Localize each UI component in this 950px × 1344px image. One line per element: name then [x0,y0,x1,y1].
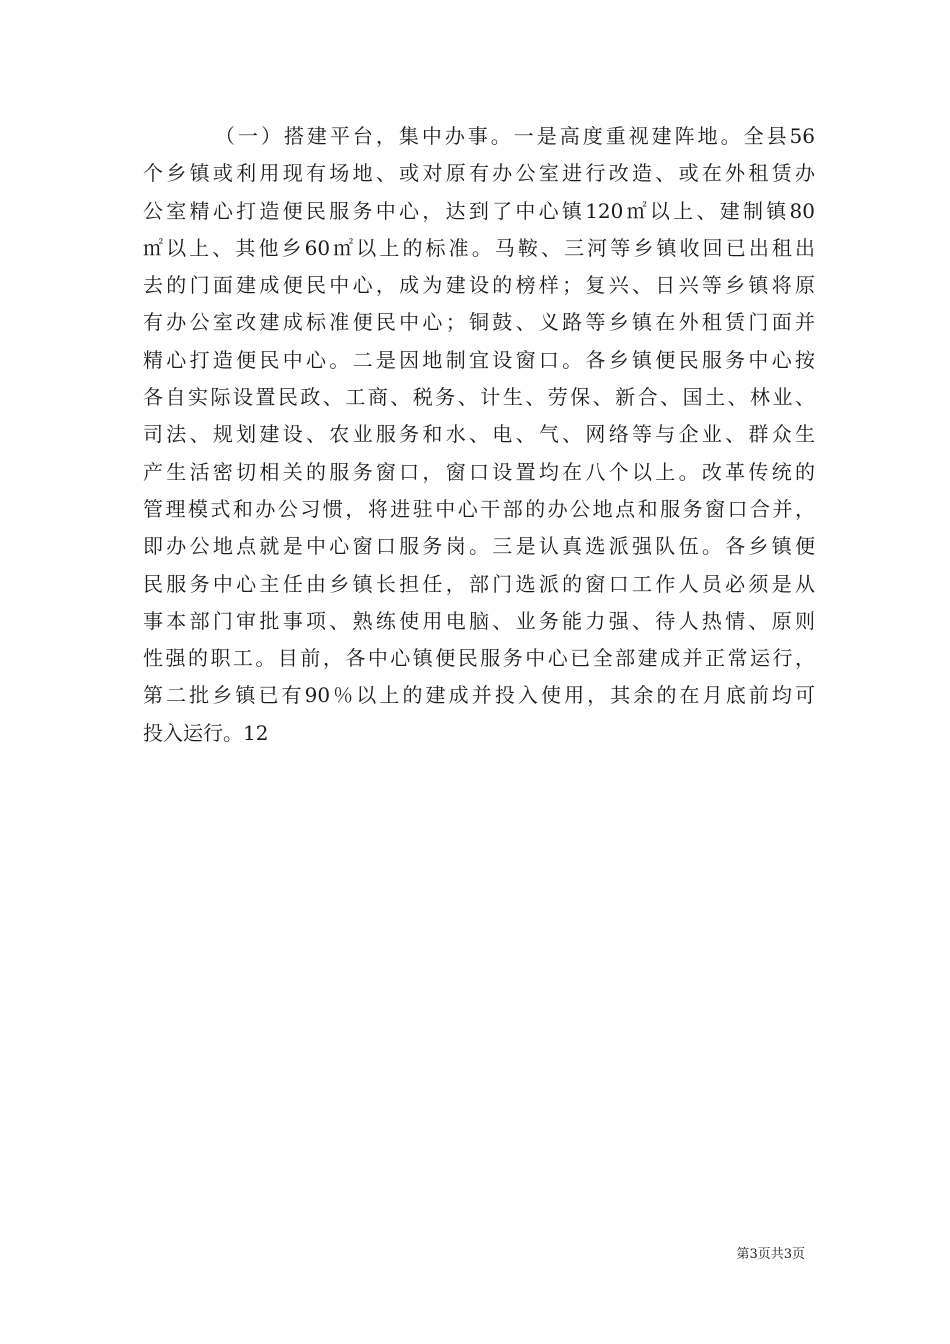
paragraph-line: 性强的职工。目前，各中心镇便民服务中心已全部建成并正常运行， [143,646,815,671]
paragraph-line: 民服务中心主任由乡镇长担任，部门选派的窗口工作人员必须是从 [143,571,815,596]
paragraph-line: 个乡镇或利用现有场地、或对原有办公室进行改造、或在外租赁办 [143,161,815,186]
paragraph-line: 即办公地点就是中心窗口服务岗。三是认真选派强队伍。各乡镇便 [143,534,815,559]
paragraph-line: 公室精心打造便民服务中心，达到了中心镇120㎡以上、建制镇80 [143,198,815,223]
paragraph-line: 有办公室改建成标准便民中心；铜鼓、义路等乡镇在外租赁门面并 [143,310,815,335]
paragraph-line: 产生活密切相关的服务窗口，窗口设置均在八个以上。改革传统的 [143,459,815,484]
paragraph-line: 管理模式和办公习惯，将进驻中心干部的办公地点和服务窗口合并， [143,496,815,521]
paragraph-line: 去的门面建成便民中心，成为建设的榜样；复兴、日兴等乡镇将原 [143,273,815,298]
paragraph-line: 第二批乡镇已有90％以上的建成并投入使用，其余的在月底前均可 [143,683,815,708]
paragraph-line: 各自实际设置民政、工商、税务、计生、劳保、新合、国土、林业、 [143,385,815,410]
paragraph-line: 司法、规划建设、农业服务和水、电、气、网络等与企业、群众生 [143,422,815,447]
paragraph-line: 精心打造便民中心。二是因地制宜设窗口。各乡镇便民服务中心按 [143,347,815,372]
body-paragraph [143,118,815,752]
page-number-footer: 第3页共3页 [736,1247,805,1262]
paragraph-line: 事本部门审批事项、熟练使用电脑、业务能力强、待人热情、原则 [143,608,815,633]
paragraph-line: ㎡以上、其他乡60㎡以上的标准。马鞍、三河等乡镇收回已出租出 [143,235,815,260]
paragraph-line: （一）搭建平台，集中办事。一是高度重视建阵地。全县56 [215,124,815,148]
paragraph-line: 投入运行。12 [143,720,269,745]
